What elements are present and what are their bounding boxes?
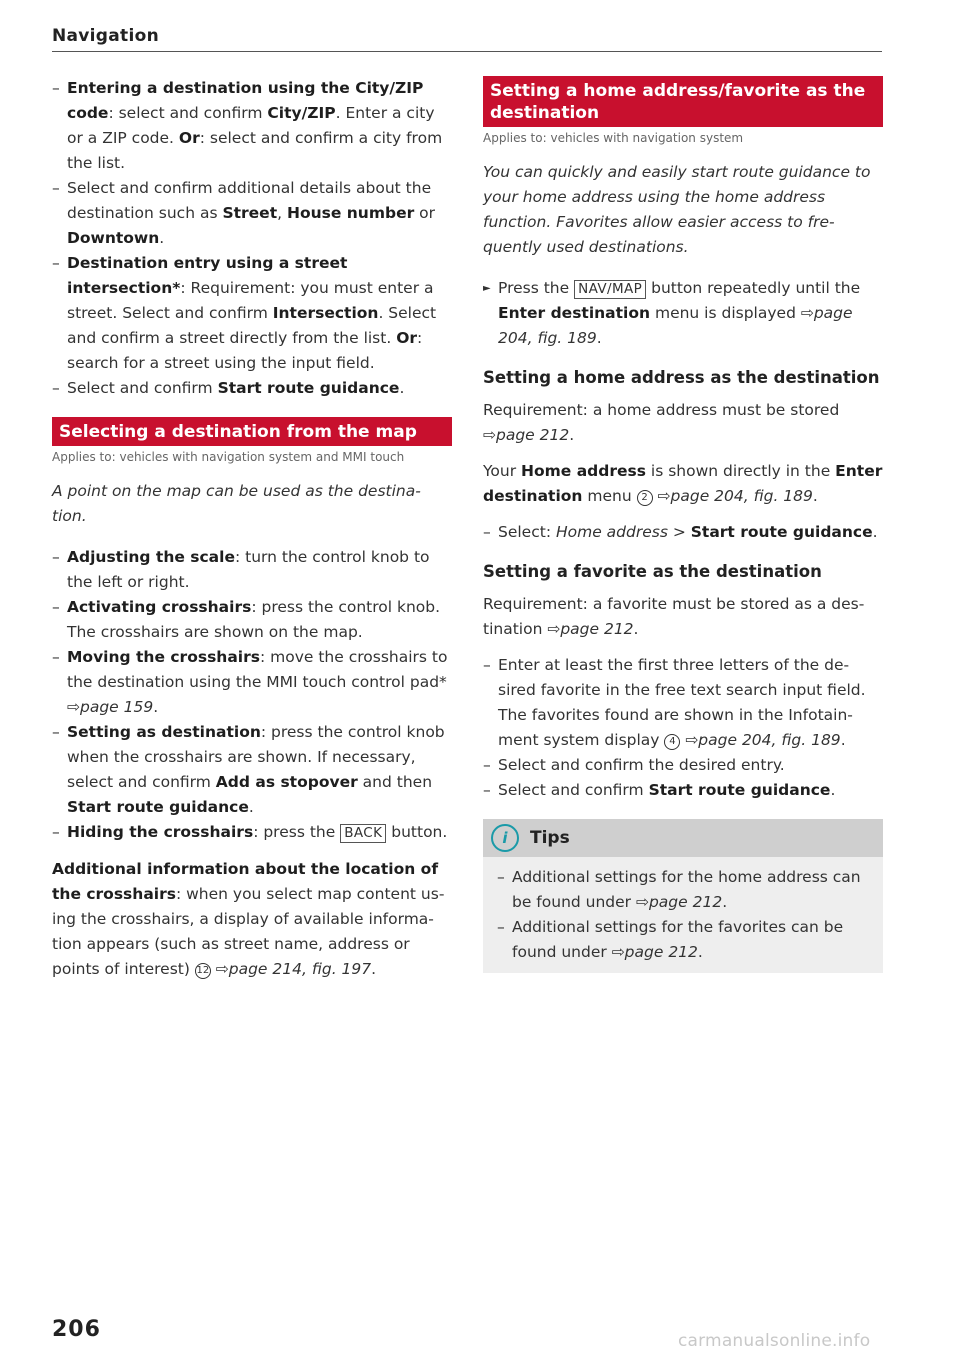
tip-item: – Additional settings for the favorites can be found under ⇨page 212. bbox=[497, 915, 873, 965]
list-item: – Select and confirm Start route guidance. bbox=[52, 376, 452, 401]
page-reference[interactable]: ⇨page 159 bbox=[67, 698, 154, 716]
list-item: – Setting as destination: press the control knob when the crosshairs are shown. If necessary, select and confirm Add as stopover and then Start route guidance. bbox=[52, 720, 452, 820]
list-item: – Destination entry using a street intersection*: Requirement: you must enter a street. Select and confirm Intersection. Select and confirm a street directly from the list. Or: search for a street using the input field. bbox=[52, 251, 452, 376]
tips-body bbox=[483, 857, 883, 969]
page-reference[interactable]: ⇨page 214, fig. 197 bbox=[210, 960, 372, 978]
left-column bbox=[52, 76, 452, 982]
page-number: 206 bbox=[52, 1317, 101, 1342]
tips-title: Tips bbox=[530, 827, 570, 848]
subsection-title: Setting a home address as the destination bbox=[483, 368, 880, 387]
applies-note: Applies to: vehicles with navigation system and MMI touch bbox=[52, 450, 405, 464]
page-reference[interactable]: ⇨page 212 bbox=[611, 943, 698, 961]
subsection-title: Setting a favorite as the destination bbox=[483, 562, 822, 581]
tips-header bbox=[483, 819, 883, 857]
page-reference[interactable]: ⇨page 204, fig. 189 bbox=[680, 731, 841, 749]
nav-map-button-label: NAV/MAP bbox=[574, 280, 646, 299]
callout-number: 4 bbox=[664, 734, 680, 750]
list-item: – Activating crosshairs: press the control knob. The crosshairs are shown on the map. bbox=[52, 595, 452, 645]
watermark: carmanualsonline.info bbox=[678, 1331, 871, 1351]
requirement-text: Requirement: a favorite must be stored as a des-tination ⇨page 212. bbox=[483, 595, 865, 638]
page-reference[interactable]: ⇨page 204, fig. 189 bbox=[652, 487, 813, 505]
right-column bbox=[483, 76, 883, 973]
page-reference[interactable]: ⇨page 212 bbox=[483, 426, 570, 444]
back-button-label: BACK bbox=[340, 824, 386, 843]
body-text: Your Home address is shown directly in the Enter destination menu 2 ⇨page 204, fig. 189. bbox=[483, 462, 883, 505]
intro-text: You can quickly and easily start route guidance to your home address using the home address function. Favorites allow easier access to fre-quently used destinations. bbox=[483, 163, 871, 256]
list-item: – Adjusting the scale: turn the control knob to the left or right. bbox=[52, 545, 452, 595]
applies-note: Applies to: vehicles with navigation system bbox=[483, 131, 744, 145]
tips-box bbox=[483, 819, 883, 973]
step-item: ► Press the NAV/MAP button repeatedly until the Enter destination menu is displayed ⇨page 204, fig. 189. bbox=[483, 276, 883, 351]
callout-number: 12 bbox=[195, 963, 211, 979]
section-title: Selecting a destination from the map bbox=[52, 417, 452, 446]
list-item: – Hiding the crosshairs: press the BACK button. bbox=[52, 820, 452, 845]
list-item: – Moving the crosshairs: move the crosshairs to the destination using the MMI touch control pad* ⇨page 159. bbox=[52, 645, 452, 720]
list-item: – Select and confirm the desired entry. bbox=[483, 753, 883, 778]
list-item: – Select and confirm Start route guidance. bbox=[483, 778, 883, 803]
list-item: – Select: Home address > Start route guidance. bbox=[483, 520, 883, 545]
page-reference[interactable]: ⇨page 204, fig. 189 bbox=[498, 304, 853, 347]
intro-text: A point on the map can be used as the destina-tion. bbox=[52, 482, 421, 525]
additional-info-paragraph: Additional information about the location of the crosshairs: when you select map content us-ing the crosshairs, a display of available informa-tion appears (such as street name, address or points of interest) 12 ⇨page 214, fig. 197. bbox=[52, 860, 445, 978]
page-reference[interactable]: ⇨page 212 bbox=[635, 893, 723, 911]
header-rule bbox=[52, 51, 882, 52]
section-title: Setting a home address/favorite as the destination bbox=[483, 76, 883, 127]
page-reference[interactable]: ⇨page 212 bbox=[547, 620, 634, 638]
list-item: – Select and confirm additional details about the destination such as Street, House number or Downtown. bbox=[52, 176, 452, 251]
list-item: – Enter at least the first three letters of the de-sired favorite in the free text search input field. The favorites found are shown in the Infotain-ment system display 4 ⇨page 204, fig. 189. bbox=[483, 653, 883, 753]
requirement-text: Requirement: a home address must be stored ⇨page 212. bbox=[483, 401, 840, 444]
info-icon: i bbox=[491, 824, 519, 852]
list-item: – Entering a destination using the City/ZIP code: select and confirm City/ZIP. Enter a city or a ZIP code. Or: select and confirm a city from the list. bbox=[52, 76, 452, 176]
tip-item: – Additional settings for the home address can be found under ⇨page 212. bbox=[497, 865, 873, 915]
section-header: Navigation bbox=[52, 26, 159, 46]
callout-number: 2 bbox=[637, 490, 653, 506]
